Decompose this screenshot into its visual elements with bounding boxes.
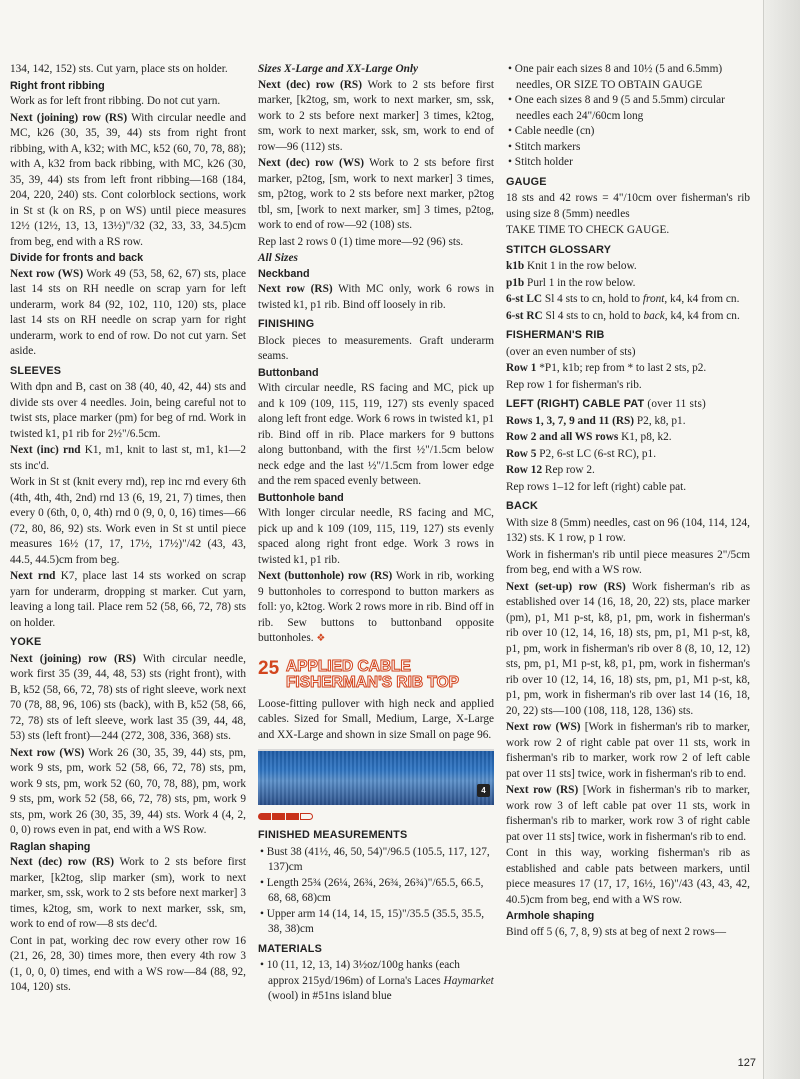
list-item <box>268 958 494 1005</box>
paragraph: Work in St st (knit every rnd), rep inc rnd every 6th (4th, 4th, 4th, 2nd) rnd 13 (6, 19, 21, 7) times, then every 0 (6th, 0, 0, 4th) rnd 0 (9, 0, 0, 16) times—66 (72, 80, 86, 92) sts. Work even in St st until piece measures 16½ (17, 17, 17½, 17½)"/42 (43, 43, 44.5, 44.5)cm from beg. <box>10 476 246 566</box>
row-label: Next row (RS) <box>258 283 333 295</box>
text: 10 (11, 12, 13, 14) 3½oz/100g hanks (each approx 215yd/196m) of Lorna's Laces <box>266 959 460 987</box>
skill-bar <box>286 813 299 820</box>
paragraph: With circular needle, RS facing and MC, pick up and k 109 (109, 115, 119, 127) sts evenly spaced along left front edge. Work 6 rows in twisted k1, p1 rib. Bind off in rib. Place markers for 9 buttons along buttonband, with the first ½"/1.5cm below neck edge and the last ½"/1.5cm from lower edge and the rem spaced evenly between. <box>258 382 494 487</box>
paragraph <box>10 746 246 839</box>
paragraph <box>258 78 494 156</box>
column-3 <box>506 62 750 941</box>
definition: Sl 4 sts to cn, hold to <box>542 309 644 322</box>
definition: , k4, k4 from cn. <box>664 309 740 322</box>
pattern-number: 25 <box>258 657 280 679</box>
row-label: Row 1 <box>506 362 537 374</box>
term: 6-st LC <box>506 293 543 305</box>
yarn-name: Haymarket <box>443 974 494 987</box>
row-text: [Work in fisherman's rib to marker, work row 3 of left cable pat over 11 sts, work in fisherman's rib to marker, work row 3 of right cable pat over 11 sts] twice, work in fisherman's rib to end. <box>506 784 750 843</box>
paragraph: Cont in this way, working fisherman's rib as established and cable pats between markers, until piece measures 17 (17, 17, 16½, 16)"/43 (43, 43, 42, 40.5)cm from beg, end with a WS row. <box>506 847 750 906</box>
paragraph <box>258 156 494 234</box>
definition: Sl 4 sts to cn, hold to <box>542 293 643 305</box>
pattern-title-text <box>286 659 459 691</box>
subheading-divide: Divide for fronts and back <box>10 252 144 264</box>
heading-sleeves: SLEEVES <box>10 364 62 377</box>
skill-bar <box>272 813 285 820</box>
title-line-1: APPLIED CABLE <box>285 657 411 675</box>
paragraph <box>10 652 246 745</box>
paragraph: 18 sts and 42 rows = 4"/10cm over fisherman's rib using size 8 (5mm) needles <box>506 192 750 220</box>
heading-gauge: GAUGE <box>506 175 547 188</box>
row-text: [Work in fisherman's rib to marker, work row 2 of right cable pat over 11 sts, work in fisherman's rib to marker, work row 2 of left cable pat over 11 sts] twice, work in fisherman's rib to end. <box>506 721 750 780</box>
paragraph: Rep rows 1–12 for left (right) cable pat. <box>506 480 687 493</box>
row-label: Next row (WS) <box>10 746 85 759</box>
heading-stitch-glossary: STITCH GLOSSARY <box>506 243 612 256</box>
paragraph <box>10 569 246 631</box>
row-text: P2, 6-st LC (6-st RC), p1. <box>536 447 657 460</box>
paragraph: Bind off 5 (6, 7, 8, 9) sts at beg of next 2 rows— <box>506 925 727 938</box>
glossary-entry <box>506 276 750 292</box>
skill-bar <box>258 813 271 820</box>
glossary-entry <box>506 309 750 325</box>
row-text: P2, k8, p1. <box>634 414 686 427</box>
subheading-all-sizes: All Sizes <box>258 252 298 264</box>
heading-finished-measurements: FINISHED MEASUREMENTS <box>258 829 408 841</box>
paragraph: Block pieces to measurements. Graft underarm seams. <box>258 334 494 362</box>
row-text: With circular needle and MC, k26 (30, 35, 39, 44) sts from right front ribbing, with A, k32; with MC, k52 (60, 70, 78, 88); with A, k32 from back ribbing, with MC, k26 (30, 35, 39, 44) sts from left front ribbing—168 (184, 204, 220, 240) sts. Cont colorblock sections, work in St st (k on RS, p on WS) until piece measures 12½ (12½, 13, 13, 13½)"/32 (32, 33, 33, 34.5)cm from beg, end with a RS row. <box>10 111 246 248</box>
definition: Purl 1 in the row below. <box>524 276 636 289</box>
paragraph <box>506 720 750 782</box>
list-item: • Stitch holder <box>516 155 750 171</box>
row-label: Row 12 <box>506 464 543 476</box>
row-label: Next (joining) row (RS) <box>10 652 136 665</box>
row-text: With circular needle, work first 35 (39, 44, 48, 53) sts (right front), with B, k52 (58, 66, 72, 78) sts of right sleeve, work next 70 (78, 88, 96, 106) sts (back), with B, k52 (58, 66, 72, 78) sts of left sleeve, work last 35 (39, 44, 48, 53) sts (left front)—244 (272, 308, 336, 368) sts. <box>10 652 246 742</box>
paragraph: Rep last 2 rows 0 (1) time more—92 (96) sts. <box>258 235 464 248</box>
materials-list <box>258 958 494 1005</box>
row-label: Next row (WS) <box>506 721 581 733</box>
glossary-entry <box>506 292 750 308</box>
row-label: Next (buttonhole) row (RS) <box>258 570 393 582</box>
intro-paragraph: Loose-fitting pullover with high neck and applied cables. Sized for Small, Medium, Large, X-Large and XX-Large and shown in size Small on page 96. <box>258 697 494 741</box>
definition: , k4, k4 from cn. <box>664 293 740 305</box>
row-text: Work in rib, working 9 buttonholes to correspond to button markers as foll: yo, k2tog. Work 2 rows more in rib. Bind off in rib. Sew buttons to buttonband opposite buttonholes. <box>258 570 494 644</box>
heading-sub: (over 11 sts) <box>644 398 707 410</box>
text: (wool) in #51ns island blue <box>268 990 392 1002</box>
paragraph: With longer circular needle, RS facing and MC, pick up and k 109 (109, 115, 119, 127) sts evenly spaced along right front edge. Work 3 rows in twisted k1, p1 rib. <box>258 507 494 566</box>
paragraph <box>506 783 750 845</box>
list-item: • Length 25¾ (26¼, 26¾, 26¾, 26¾)"/65.5, 66.5, 68, 68, 68)cm <box>268 876 494 907</box>
materials-list-cont <box>506 62 750 171</box>
paragraph <box>506 414 750 430</box>
paragraph: (over an even number of sts) <box>506 345 636 358</box>
paragraph <box>506 463 750 479</box>
heading-yoke: YOKE <box>10 636 42 648</box>
row-label: Next row (RS) <box>506 784 579 796</box>
measurements-list <box>258 845 494 938</box>
paragraph: Cont in pat, working dec row every other row 16 (21, 26, 28, 30) times more, then every 4th row 3 (1, 0, 0, 0) times, end with a WS row—84 (88, 92, 104, 120) sts. <box>10 934 246 993</box>
heading-fishermans-rib: FISHERMAN'S RIB <box>506 329 605 341</box>
yarn-weight-badge: 4 <box>477 784 490 797</box>
pattern-title <box>258 659 494 691</box>
subheading-right-front-ribbing: Right front ribbing <box>10 79 105 92</box>
yarn-swatch-photo <box>258 749 494 805</box>
heading-finishing: FINISHING <box>258 318 315 330</box>
paragraph: Rep row 1 for fisherman's rib. <box>506 378 642 391</box>
heading-materials: MATERIALS <box>258 942 322 955</box>
paragraph <box>10 443 246 474</box>
row-text: Work fisherman's rib as established over 14 (16, 18, 20, 22) sts, place marker (pm), p1, M1 p-st, k8, p1, pm, work in fisherman's rib over 10 (12, 14, 16, 18) sts, pm, p1, M1 p-st, k8, p1, pm, work in fisherman's rib over 8 (8, 10, 12, 12) sts, pm, p1, M1 p-st, k8, p1, pm, work in fisherman's rib over 10 (12, 14, 16, 18) sts, pm, p1, M1 p-st, k8, p1, pm, work in fisherman's rib over last 14 (16, 18, 20, 22) sts—100 (108, 118, 128, 136) sts. <box>506 580 750 717</box>
skill-level-icon <box>258 813 494 820</box>
row-label: Rows 1, 3, 7, 9 and 11 (RS) <box>506 414 635 427</box>
row-text: K1, p8, k2. <box>618 431 672 443</box>
paragraph <box>506 447 750 463</box>
subheading-raglan: Raglan shaping <box>10 840 91 853</box>
title-line-2: FISHERMAN'S RIB TOP <box>285 673 460 691</box>
row-text: Work to 2 sts before first marker, [k2tog, slip marker (sm), work to next marker, sm, ssk, work to 2 sts before next marker] 3 times, k2tog, sm, work to next marker, ssk, sm, work to end of row—8 sts dec'd. <box>10 856 246 930</box>
paragraph <box>10 111 246 251</box>
list-item: • One pair each sizes 8 and 10½ (5 and 6.5mm) needles, OR SIZE TO OBTAIN GAUGE <box>516 62 750 93</box>
list-item: • Bust 38 (41½, 46, 50, 54)"/96.5 (105.5, 117, 127, 137)cm <box>268 845 494 876</box>
paragraph: With dpn and B, cast on 38 (40, 40, 42, 44) sts and divide sts over 4 needles. Join, being careful not to twist sts, place marker (pm) for beg of rnd. Work in twisted k1, p1 rib for 2½"/6.5cm. <box>10 381 246 440</box>
paragraph: 134, 142, 152) sts. Cut yarn, place sts on holder. <box>10 63 228 75</box>
row-text: With MC only, work 6 rows in twisted k1, p1 rib. Bind off loosely in rib. <box>258 283 494 311</box>
skill-bar-empty <box>300 813 313 820</box>
paragraph: TAKE TIME TO CHECK GAUGE. <box>506 224 670 236</box>
list-item: • Upper arm 14 (14, 14, 15, 15)"/35.5 (35.5, 35.5, 38, 38)cm <box>268 907 494 938</box>
subheading-buttonhole-band: Buttonhole band <box>258 491 344 504</box>
paragraph <box>258 282 494 313</box>
subheading-buttonband: Buttonband <box>258 366 319 379</box>
heading-text: LEFT (RIGHT) CABLE PAT <box>506 398 645 410</box>
row-label: Next (dec) row (WS) <box>258 157 365 169</box>
paragraph <box>258 569 494 647</box>
row-label: Row 2 and all WS rows <box>506 431 619 443</box>
heading-cable-pat <box>506 397 750 413</box>
paragraph <box>10 855 246 933</box>
definition-em: back <box>643 309 665 322</box>
paragraph <box>506 580 750 720</box>
paragraph: Work as for left front ribbing. Do not cut yarn. <box>10 95 221 107</box>
column-2 <box>258 62 494 1005</box>
list-item: • Cable needle (cn) <box>516 124 750 140</box>
glossary-entry <box>506 259 750 275</box>
row-text: Rep row 2. <box>542 464 595 476</box>
subheading-armhole: Armhole shaping <box>506 910 595 922</box>
term: p1b <box>506 276 525 289</box>
term: k1b <box>506 260 525 272</box>
row-text: K7, place last 14 sts worked on scrap yarn for underarm, dropping st marker. Cut yarn, leaving a long tail. Place rem 52 (58, 66, 72, 78) sts on holder. <box>10 570 246 629</box>
paragraph <box>506 361 750 377</box>
subheading-neckband: Neckband <box>258 267 310 280</box>
paragraph: With size 8 (5mm) needles, cast on 96 (104, 114, 124, 132) sts. K 1 row, p 1 row. <box>506 516 750 544</box>
row-label: Next (joining) row (RS) <box>10 111 128 124</box>
ornament-icon: ❖ <box>316 633 326 644</box>
definition: Knit 1 in the row below. <box>524 260 637 272</box>
column-1 <box>10 62 246 997</box>
row-text: Work to 2 sts before first marker, p2tog, [sm, work to next marker] 3 times, sm, p2tog, work to 2 sts before next marker, p2tog tbl, sm, [work to next marker, sm] 3 times, p2tog, work to end of row—92 (108) sts. <box>258 157 494 231</box>
list-item: • One each sizes 8 and 9 (5 and 5.5mm) circular needles each 24"/60cm long <box>516 93 750 124</box>
term: 6-st RC <box>506 309 543 322</box>
row-text: Work 26 (30, 35, 39, 44) sts, pm, work 9 sts, pm, work 52 (58, 66, 72, 78) sts, pm, work 9 sts, pm, work 52 (60, 70, 78, 88), pm, work 9 sts, pm, work 52 (58, 66, 72, 78) sts, pm, work 9 sts, pm, work 26 (30, 35, 39, 44) sts. Work 4 (4, 2, 0, 0) rows even in pat, end with a WS Row. <box>10 746 246 836</box>
row-text: Work to 2 sts before first marker, [k2tog, sm, work to next marker, sm, ssk, work to 2 sts before next marker] 3 times, k2tog, sm, work to next marker, ssk, sm, work to end of row—96 (112) sts. <box>258 78 494 153</box>
row-label: Next (dec) row (RS) <box>10 856 114 868</box>
row-label: Next (dec) row (RS) <box>258 78 362 91</box>
list-item: • Stitch markers <box>516 140 750 156</box>
row-text: K1, m1, knit to last st, m1, k1—2 sts inc'd. <box>10 444 246 472</box>
heading-back: BACK <box>506 500 538 512</box>
row-text: Work 49 (53, 58, 62, 67) sts, place last 14 sts on RH needle on scrap yarn for left underarm, work 84 (92, 102, 110, 120) sts, place last 14 sts on RH needle on scrap yarn for right underarm, work to end of row. Do not cut yarn. Set aside. <box>10 267 246 357</box>
page-number: 127 <box>737 1057 756 1069</box>
row-text: *P1, k1b; rep from * to last 2 sts, p2. <box>536 362 707 374</box>
row-label: Next row (WS) <box>10 267 84 280</box>
subheading-sizes: Sizes X-Large and XX-Large Only <box>258 63 419 75</box>
row-label: Next (set-up) row (RS) <box>506 580 626 593</box>
paragraph <box>10 267 246 360</box>
paragraph <box>506 430 750 446</box>
paragraph: Work in fisherman's rib until piece measures 2"/5cm from beg, end with a WS row. <box>506 548 750 576</box>
row-label: Next rnd <box>10 570 56 582</box>
page-edge <box>763 0 800 1079</box>
row-label: Next (inc) rnd <box>10 444 81 456</box>
row-label: Row 5 <box>506 447 537 460</box>
definition-em: front <box>642 293 665 305</box>
